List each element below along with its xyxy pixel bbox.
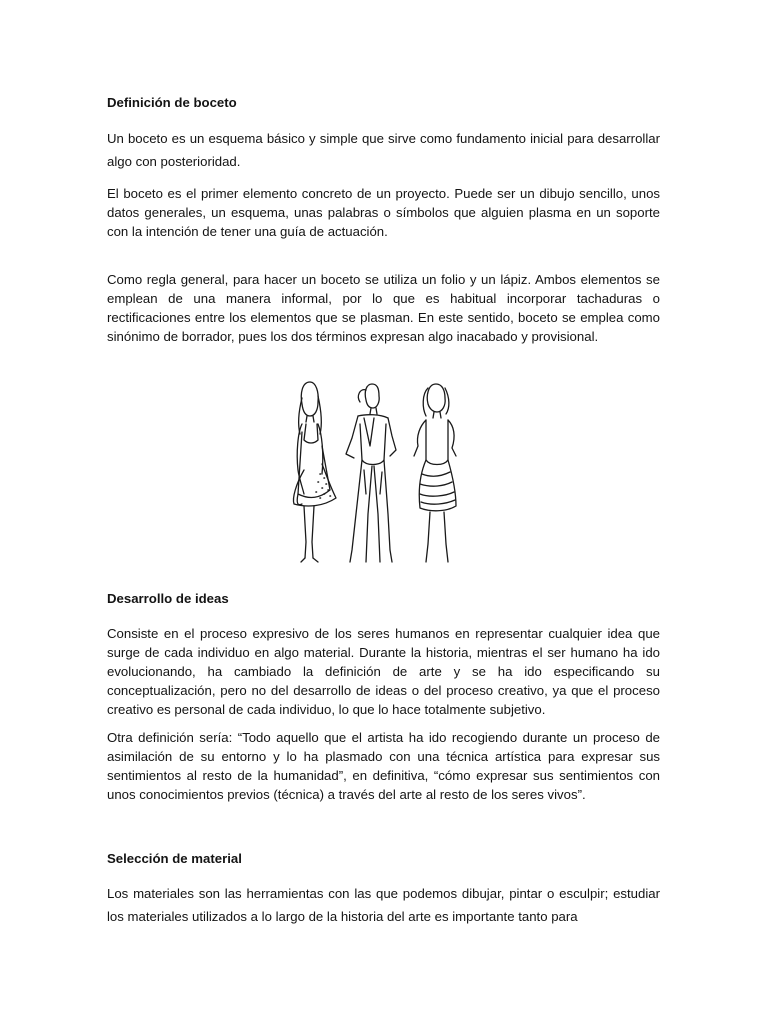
paragraph-boceto-definicion: Un boceto es un esquema básico y simple que sirve como fundamento inicial para desarrollar algo con posterioridad. [107, 131, 660, 169]
heading-seleccion-material: Selección de material [107, 851, 242, 866]
heading-desarrollo-ideas: Desarrollo de ideas [107, 591, 229, 606]
paragraph-desarrollo-proceso: Consiste en el proceso expresivo de los seres humanos en representar cualquier idea que surge de cada individuo en algo material. Durante la historia, mientras el ser humano ha ido evolucionando, ha cambiado la definición de arte y se ha ido especificando su conceptualización, pero no del desarrollo de ideas o del proceso creativo, ya que el proceso creativo es personal de cada individuo, lo que lo hace totalmente subjetivo. [107, 626, 660, 717]
figure-draped-dress-sketch [414, 384, 456, 562]
paragraph-boceto-elemento: El boceto es el primer elemento concreto de un proyecto. Puede ser un dibujo sencillo, unos datos generales, un esquema, unas palabras o símbolos que alguien plasma en un soporte con la intención de tener una guía de actuación. [107, 186, 660, 239]
paragraph-boceto-regla: Como regla general, para hacer un boceto se utiliza un folio y un lápiz. Ambos elementos se emplean de una manera informal, por lo que es habitual incorporar tachaduras o rectificaciones entre los elementos que se plasman. En este sentido, boceto se emplea como sinónimo de borrador, pues los dos términos expresan algo inacabado y provisional. [107, 272, 660, 344]
figure-dress-sketch [293, 382, 336, 562]
fashion-sketch-illustration [280, 374, 490, 570]
heading-definicion-boceto: Definición de boceto [107, 95, 237, 110]
paragraph-materiales: Los materiales son las herramientas con las que podemos dibujar, pintar o esculpir; estudiar los materiales utilizados a lo largo de la historia del arte es importante tanto para [107, 886, 660, 924]
paragraph-desarrollo-definicion: Otra definición sería: “Todo aquello que el artista ha ido recogiendo durante un proceso de asimilación de su entorno y lo ha plasmado con una técnica artística para expresar sus sentimientos al resto de la humanidad”, en definitiva, “cómo expresar sus sentimientos con unos conocimientos previos (técnica) a través del arte al resto de los seres vivos”. [107, 730, 660, 802]
figure-jumpsuit-sketch [346, 384, 396, 562]
